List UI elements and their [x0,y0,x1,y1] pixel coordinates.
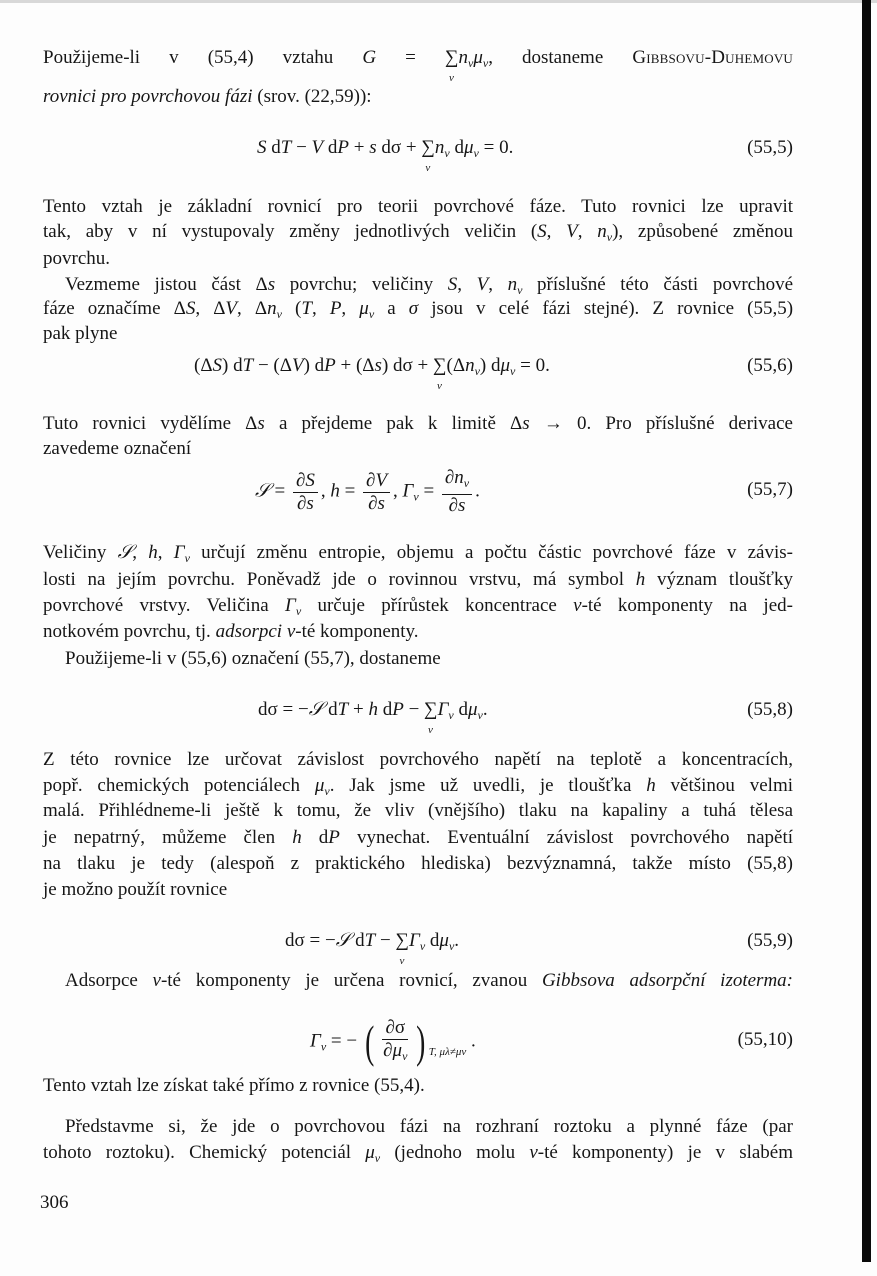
text-segment: jsou v celé fázi stejné). Z rovnice (55,5) [418,298,794,319]
italic-text: T [337,699,349,720]
text-segment: vynechat. Eventuální závislost povrchového napětí [339,827,794,848]
text-segment: tohoto roztoku). Chemický potenciál [43,1142,366,1163]
text-segment: Adsorpce [65,970,153,991]
text-segment: , Δ [237,298,268,319]
text-segment: d [266,137,281,158]
italic-text: Γ [409,930,420,951]
italic-text: V [311,137,324,158]
equation-number: (55,9) [747,930,793,951]
subscript: ν [419,939,426,953]
italic-text: G [362,47,377,68]
italic-text: adsorpci [215,621,287,642]
text-segment: Použijeme-li v (55,6) označení (55,7), dostaneme [65,648,441,669]
text-segment: Vezmeme jistou část Δ [65,274,268,295]
text-segment: + [349,137,370,158]
summation-index: ν [428,724,433,736]
text-line [43,540,793,566]
italic-text: P [392,699,404,720]
text-segment: ∂ [295,469,306,491]
italic-text: s [374,355,382,376]
text-segment: dσ = − [285,930,336,951]
text-line [43,1140,793,1166]
text-segment: Tuto rovnici vydělíme Δ [43,413,258,434]
italic-text: Gibbsova adsorpční izoterma: [541,970,794,991]
italic-text: T [364,930,376,951]
italic-text: s [306,492,314,514]
text-segment: příslušné této části povrchové [522,274,794,295]
text-segment: . [482,699,488,720]
text-line [43,246,793,272]
summation-sign: ∑ ν [424,697,438,723]
text-segment: d [323,699,338,720]
page-number: 306 [40,1192,69,1213]
equation-number: (55,6) [747,355,793,376]
italic-text: σ [408,298,419,319]
text-segment: = 0. [478,137,514,158]
italic-text: P [337,137,350,158]
italic-text: s [369,137,377,158]
italic-text: P [328,827,340,848]
text-segment: = [339,480,361,502]
italic-text: μ [467,699,478,720]
summation-index: ν [448,72,454,84]
text-segment: a [374,298,409,319]
italic-text: μ [365,1142,375,1163]
text-segment: určuje přírůstek koncentrace [301,595,574,616]
text-segment: − [375,930,396,951]
italic-text: n [465,355,475,376]
italic-text: S [537,221,547,242]
subscript: ν [448,708,454,722]
text-segment: , dostaneme [488,47,633,68]
text-segment: losti na jejím povrchu. Poněvadž jde o rovinnou vrstvu, má symbol [43,569,636,590]
italic-text: n [434,137,445,158]
text-segment: d [377,699,393,720]
text-segment: povrchu; veličiny [275,274,448,295]
text-segment: − (Δ [253,355,292,376]
italic-text: 𝒮 [308,699,324,720]
text-line [43,45,794,84]
text-line [43,877,793,903]
text-line [43,747,793,773]
text-segment: d [449,137,464,158]
denominator [365,493,388,515]
text-line [43,84,793,110]
text-segment: dσ = − [258,699,309,720]
italic-text: h [330,480,340,502]
text-segment: zavedeme označení [43,438,192,459]
italic-text: s [458,495,466,516]
italic-text: ν [286,621,296,642]
subscript: ν [402,1049,408,1063]
italic-text: 𝒮 [255,480,270,502]
text-line [43,219,793,245]
text-line [43,773,793,799]
subscript: ν [368,307,375,321]
italic-text: n [458,47,468,68]
italic-text: rovnici pro povrchovou fázi [43,86,253,107]
italic-text: ν [529,1142,538,1163]
text-segment: d [301,827,329,848]
numerator [442,467,472,495]
text-segment: ∂ [383,1040,393,1061]
subscript: ν [295,604,302,618]
text-line [43,619,793,645]
scan-edge [0,0,877,3]
text-segment: + [348,699,369,720]
italic-text: S [305,469,315,491]
text-segment: ) dσ + [381,355,433,376]
text-segment: − [403,699,425,720]
italic-text: h [635,569,646,590]
italic-text: n [454,467,464,488]
italic-text: μ [463,137,474,158]
denominator [380,1040,410,1067]
italic-text: V [566,221,578,242]
equation-number: (55,10) [737,1029,793,1050]
right-paren: ) [416,1016,426,1067]
text-segment: + (Δ [335,355,375,376]
italic-text: V [375,469,388,491]
text-line [43,851,793,877]
text-segment: d [425,930,440,951]
italic-text: h [292,827,302,848]
text-line [65,646,793,672]
text-segment: ∂ [444,467,455,488]
equation-number: (55,7) [747,479,793,500]
text-segment: , Δ [195,298,226,319]
text-segment: , [488,274,508,295]
italic-text: n [267,298,277,319]
italic-text: μ [359,298,369,319]
text-segment: dσ + [376,137,422,158]
numerator [293,470,318,493]
text-segment: na tlaku je tedy (alespoň z praktického hlediska) bezvýznamná, takže místo (55,8) [43,853,793,874]
text-segment: , [393,480,403,502]
text-segment: , [341,298,360,319]
text-segment: ), způsobené změnou [612,221,794,242]
text-segment: a přejdeme pak k limitě Δ [264,413,523,434]
scan-border-bar [862,0,871,1262]
text-line [43,194,793,220]
text-segment: pak plyne [43,323,118,344]
numerator [363,470,390,493]
text-line [43,798,793,824]
fraction [442,467,472,517]
italic-text: V [476,274,489,295]
summation-index: ν [425,162,431,174]
italic-text: T [280,137,292,158]
subscript: ν [510,364,516,378]
text-segment: význam tloušťky [645,569,793,590]
italic-text: V [225,298,238,319]
text-segment: . [466,1030,476,1052]
italic-text: Γ [402,480,414,502]
text-line [65,968,793,994]
text-segment: d [323,137,338,158]
text-segment: d [453,699,468,720]
text-segment: (Δ [194,355,213,376]
summation-sign: ∑ ν [395,928,409,954]
italic-text: ν [152,970,161,991]
subscript: ν [482,56,489,70]
left-paren: ( [364,1016,375,1067]
text-segment: Použijeme-li v (55,4) vztahu [43,47,363,68]
text-line [43,1073,793,1099]
italic-text: n [597,221,607,242]
text-segment: . [475,480,480,502]
denominator [294,493,317,515]
text-segment: → 0. Pro příslušné derivace [529,413,793,434]
text-segment: -té komponenty) je v slabém [537,1142,794,1163]
summation-sign: ∑ ν [433,353,447,379]
subscript: ν [324,784,330,798]
italic-text: P [329,298,342,319]
equation-55-10 [310,1017,476,1067]
italic-text: s [257,413,265,434]
text-segment: ∂ [366,469,376,491]
italic-text: P [324,355,336,376]
text-segment: , [157,542,174,563]
summation-sign: ∑ ν [421,135,435,161]
text-segment: fáze označíme Δ [43,298,186,319]
text-segment: ( [281,298,302,319]
fraction [293,470,318,515]
text-segment: − [291,137,312,158]
italic-text: ν [573,595,582,616]
text-segment: = [376,47,445,68]
text-segment: určují změnu entropie, objemu a počtu částic povrchové fáze v závis- [189,542,793,563]
text-segment: Představme si, že jde o povrchovou fázi na rozhraní roztoku a plynné fáze (par [65,1116,793,1137]
italic-text: T [242,355,254,376]
text-segment: malá. Přihlédneme-li ještě k tomu, že vliv (vnějšího) tlaku na kapaliny a tuhá tělesa [43,800,793,821]
numerator [382,1017,408,1040]
text-line [43,321,793,347]
text-segment: je nepatrný, můžeme člen [43,827,293,848]
subscript: ν [517,283,523,297]
equation-55-7 [255,467,480,517]
text-segment: = − [326,1030,362,1052]
parenthesized-derivative [362,1017,466,1067]
paren-content [377,1017,413,1067]
subscript: ν [474,364,480,378]
text-segment: ∂ [296,492,307,514]
equation-55-9 [285,928,460,967]
subscript: ν [448,939,455,953]
italic-text: Γ [173,542,185,563]
italic-text: 𝒮 [335,930,351,951]
equation-55-8 [258,697,488,736]
italic-text: μ [473,47,483,68]
text-line [65,272,793,298]
italic-text: S [212,355,223,376]
summation-sign: ∑ ν [445,45,459,71]
text-segment: = [418,480,439,502]
text-segment: d [350,930,365,951]
subscript: ν [473,146,479,160]
text-segment: -té komponenty je určena rovnicí, zvanou [160,970,542,991]
subscript: ν [374,1151,381,1165]
text-segment: (srov. (22,59)): [252,86,372,107]
subscript: ν [606,230,613,244]
fraction [380,1017,410,1067]
text-segment: , [320,480,331,502]
subscript: ν [468,56,474,70]
equation-55-5 [257,135,514,174]
equation-55-6 [194,353,550,392]
text-segment: ∂ [448,495,458,516]
text-line [43,411,793,437]
italic-text: s [522,413,530,434]
text-segment: (Δ [446,355,466,376]
denominator [446,495,469,517]
text-line [43,567,793,593]
text-segment: ) d [303,355,325,376]
text-line [43,436,793,462]
text-line [43,825,793,851]
italic-text: Γ [437,699,449,720]
small-caps-text: Gibbsovu-Duhemovu [632,47,794,68]
text-segment: . Jak jsme už uvedli, je tloušťka [329,775,647,796]
text-segment: Veličiny [43,542,118,563]
text-segment: , [546,221,567,242]
subscript: ν [320,1039,327,1054]
text-segment: ) d [222,355,243,376]
italic-text: S [185,298,196,319]
italic-text: μ [500,355,511,376]
italic-text: h [148,542,158,563]
fraction [363,470,390,515]
text-segment: Tento vztah lze získat také přímo z rovnice (55,4). [43,1075,425,1096]
equation-number: (55,8) [747,699,793,720]
text-segment: popř. chemických potenciálech [43,775,315,796]
summation-index: ν [399,955,405,967]
italic-text: Γ [310,1030,321,1052]
text-segment: , [311,298,330,319]
italic-text: V [291,355,304,376]
subscript: ν [463,476,470,490]
italic-text: n [507,274,518,295]
text-segment: Z této rovnice lze určovat závislost povrchového napětí na teplotě a koncentracích, [43,749,793,770]
text-segment: povrchové vrstvy. Veličina [43,595,286,616]
italic-text: μ [314,775,325,796]
italic-text: Γ [285,595,296,616]
subscript: ν [184,551,190,565]
italic-text: s [267,274,276,295]
text-segment: notkovém povrchu, tj. [43,621,216,642]
subscript: ν [413,489,419,504]
italic-text: 𝒮 [117,542,133,563]
text-segment: Tento vztah je základní rovnicí pro teorii povrchové fáze. Tuto rovnici lze upravit [43,196,793,217]
text-segment: je možno použít rovnice [43,879,228,900]
text-segment: , [457,274,477,295]
italic-text: h [646,775,656,796]
italic-text: μ [439,930,449,951]
text-segment: (jednoho molu [380,1142,530,1163]
text-segment: = [269,480,290,502]
subscript: ν [477,708,483,722]
subscript: ν [444,146,450,160]
text-segment: -té komponenty. [295,621,419,642]
constraint-subscript: T, μλ≠μν [428,1046,467,1058]
text-segment: ) d [479,355,501,376]
text-line [65,1114,793,1140]
text-segment: , [132,542,149,563]
text-segment: , [577,221,598,242]
text-segment: = 0. [515,355,550,376]
italic-text: S [257,137,267,158]
text-segment: -té komponenty na jed- [581,595,793,616]
text-segment: . [454,930,460,951]
text-segment: tak, aby v ní vystupovaly změny jednotlivých veličin ( [43,221,538,242]
summation-index: ν [436,380,442,392]
italic-text: T [301,298,312,319]
italic-text: S [447,274,458,295]
text-line [43,593,793,619]
text-segment: většinou velmi [655,775,793,796]
text-segment: ∂σ [385,1017,406,1038]
text-line [43,296,793,322]
italic-text: s [377,492,385,514]
subscript: ν [276,307,282,321]
italic-text: μ [392,1040,403,1061]
text-segment: ∂ [368,492,378,514]
text-segment: povrchu. [43,248,111,269]
equation-number: (55,5) [747,137,793,158]
italic-text: h [368,699,378,720]
